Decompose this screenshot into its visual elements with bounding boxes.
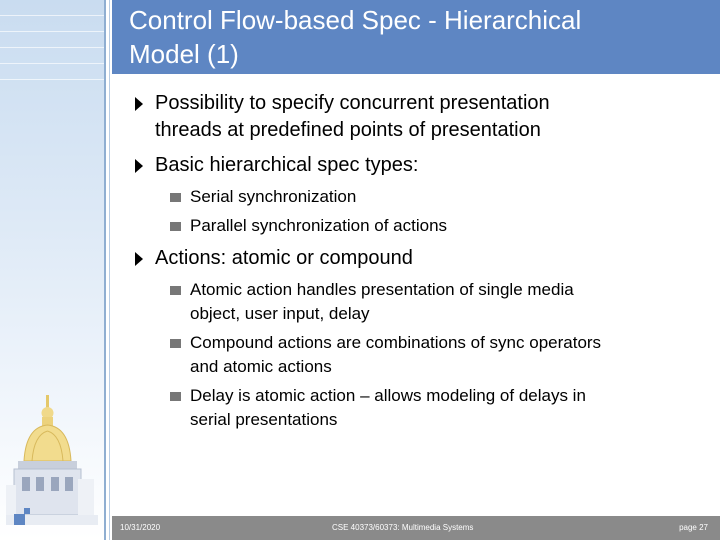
golden-dome-icon — [6, 395, 98, 525]
footer-date: 10/31/2020 — [120, 523, 161, 532]
left-divider-line — [104, 0, 106, 540]
sub-bullet-text — [190, 331, 601, 379]
bullet-line: Delay is atomic action – allows modeling of delays in — [190, 386, 586, 405]
bullet-text — [155, 90, 550, 144]
bullet-line: Atomic action handles presentation of single media — [190, 280, 574, 299]
sub-bullet-text — [190, 384, 586, 432]
bullet-line: and atomic actions — [190, 357, 332, 376]
arrow-bullet-icon — [135, 159, 143, 173]
corner-square-decoration — [14, 514, 25, 525]
arrow-bullet-icon — [135, 97, 143, 111]
bullet-text — [155, 245, 413, 272]
corner-square-decoration-small — [24, 508, 30, 514]
footer-page-number: page 27 — [679, 523, 708, 532]
bullet-line: Possibility to specify concurrent presentation — [155, 92, 550, 114]
bullet-line: Serial synchronization — [190, 187, 357, 206]
footer-course: CSE 40373/60373: Multimedia Systems — [332, 523, 474, 532]
slide-title-line-1: Control Flow-based Spec - Hierarchical — [129, 5, 582, 35]
bullet-line: Parallel synchronization of actions — [190, 216, 448, 235]
left-divider-line-thin — [109, 0, 110, 540]
bullet-text — [155, 152, 418, 179]
bullet-line: Actions: atomic or compound — [155, 247, 413, 269]
sub-bullet-text — [190, 278, 574, 326]
arrow-bullet-icon — [135, 252, 143, 266]
slide-title-line-2: Model (1) — [129, 39, 239, 69]
bullet-line: serial presentations — [190, 410, 338, 429]
bullet-line: object, user input, delay — [190, 304, 370, 323]
footer-bar — [112, 516, 720, 540]
bullet-line: threads at predefined points of presentation — [155, 119, 541, 141]
square-bullet-icon — [170, 392, 181, 401]
square-bullet-icon — [170, 286, 181, 295]
sub-bullet-text — [190, 214, 447, 238]
bullet-line: Basic hierarchical spec types: — [155, 154, 419, 176]
sub-bullet-text — [190, 185, 356, 209]
slide-title — [129, 3, 714, 71]
square-bullet-icon — [170, 193, 181, 202]
square-bullet-icon — [170, 222, 181, 231]
bullet-line: Compound actions are combinations of sync operators — [190, 333, 602, 352]
square-bullet-icon — [170, 339, 181, 348]
